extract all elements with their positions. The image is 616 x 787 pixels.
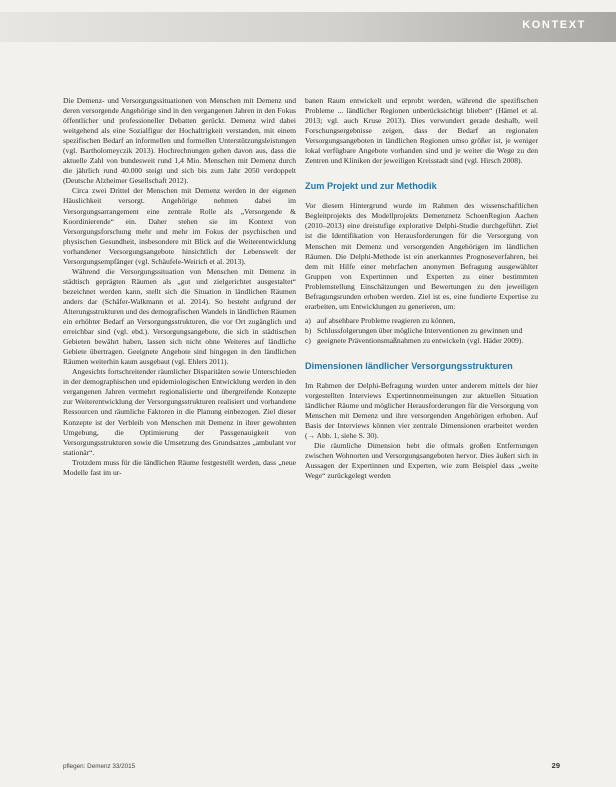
list-item-text: Schlussfolgerungen über mögliche Interventionen zu gewinnen und	[317, 325, 523, 335]
journal-footer: pflegen: Demenz 33/2015	[63, 763, 136, 770]
section-heading-dimensions: Dimensionen ländlicher Versorgungsstrukturen	[305, 360, 513, 371]
list-item-label: b)	[305, 325, 312, 335]
list-item-label: c)	[305, 335, 311, 345]
paragraph: Während die Versorgungssituation von Menschen mit Demenz in städtisch geprägten Räumen als „gut und zielgerichtet ausgestaltet“ bezeichnet werden kann, stellt sich die Situation in ländlichen Räumen anders dar (Schäfer-Walkmann et al. 2014). So besteht aufgrund der Alterungsstrukturen und des demografischen Wandels in ländlichen Räumen ein erhöhter Bedarf an Versorgungsstrukturen, die vor Ort zugänglich und erreichbar sind (vgl. ebd.). Versorgungsangebote, die sich in städtischen Gebieten bewährt haben, lassen sich nicht ohne Weiteres auf ländliche Gebiete übertragen. Geeignete Angebote sind hingegen in den ländlichen Räumen weiterhin kaum ausgebaut (vgl. Ehlers 2011).	[63, 266, 296, 367]
paragraph: Trotzdem muss für die ländlichen Räume festgestellt werden, dass „neue Modelle fast im ur-	[63, 457, 296, 477]
paragraph: Die räumliche Dimension hebt die oftmals großen Entfernungen zwischen Wohnorten und Versorgungsangeboten hervor. Dies äußert sich in Aussagen der Expertinnen und Experten, wie zum Beispiel dass „weite Wege“ zurückgelegt werden	[305, 441, 538, 481]
paragraph: banen Raum entwickelt und erprobt werden, während die spezifischen Probleme ... ländlicher Regionen unberücksichtigt blieben“ (Hämel et al. 2013; vgl. auch Kruse 2013). Dies verwundert gerade deshalb, weil Forschungsergebnisse zeigen, dass der Bedarf an regionalen Versorgungsangeboten in ländlichen Regionen umso größer ist, je weniger lokal verfügbare Angebote vorhanden sind und je weiter die Wege zu den Zentren und Kliniken der jeweiligen Kreisstadt sind (vgl. Hirsch 2008).	[305, 96, 538, 166]
paragraph: Circa zwei Drittel der Menschen mit Demenz werden in der eigenen Häuslichkeit versorgt. Angehörige nehmen dabei im Versorgungsarrangement eine zentrale Rolle als „Versorgende & Koordinierende“ ein. Daher stehen sie im Kontext von Versorgungsforschung mehr und mehr im Fokus der psychischen und physischen Gesundheit, insbesondere mit Blick auf die Weiterentwicklung vorhandener Versorgungsangebote hinsichtlich der Lebenswelt der Versorgungsempfänger (vgl. Schäufele-Weirich et al. 2013).	[63, 186, 296, 266]
left-column	[63, 96, 296, 478]
section-label: KONTEXT	[522, 19, 586, 31]
list-item	[305, 336, 538, 346]
paragraph: Vor diesem Hintergrund wurde im Rahmen des wissenschaftlichen Begleitprojekts des Modellprojekts Demenznetz SchoenRegion Aachen (2010–2013) eine dreistufige explorative Delphi-Studie durchgeführt. Ziel ist die Identifikation von Herausforderungen für die Versorgung von Menschen mit Demenz und versorgenden Angehörigen im ländlichen Räumen. Die Delphi-Methode ist ein anerkanntes Prognoseverfahren, bei dem mit Hilfe einer mehrfachen anonymen Befragung ausgewählter Gruppen von Expertinnen und Experten zu einer bestimmten Problemstellung Einschätzungen und Bewertungen zu den jeweiligen Befragungsrunden erhoben werden. Ziel ist es, eine fundierte Expertise zu erarbeiten, um Entwicklungen zu generieren, um:	[305, 201, 538, 311]
paragraph: Angesichts fortschreitender räumlicher Disparitäten sowie Unterschieden in der demographischen und epidemiologischen Entwicklung werden in den vergangenen Jahren vermehrt regionalisierte und übergreifende Konzepte zur Weiterentwicklung der Versorgungsstrukturen realisiert und vorhandene Ressourcen und räumliche Faktoren in die Planung einbezogen. Ziel dieser Konzepte ist der Verbleib von Menschen mit Demenz in ihrer gewohnten Umgebung, die Optimierung der Passgenauigkeit von Versorgungsstrukturen sowie die Umsetzung des Grundsatzes „ambulant vor stationär“.	[63, 367, 296, 457]
page-number: 29	[551, 761, 560, 770]
right-column	[305, 96, 538, 481]
goals-list	[305, 316, 538, 346]
list-item	[305, 326, 538, 336]
paragraph: Die Demenz- und Versorgungssituationen von Menschen mit Demenz und deren versorgende Angehörige sind in den vergangenen Jahren in den Fokus öffentlicher und professioneller Debatten gerückt. Demenz wird dabei weitgehend als eine Sozialfigur der Hochaltrigkeit verstanden, mit einem spezifischen Bedarf an informellen und formellen Unterstützungsleistungen (vgl. Bartholomeyczik 2013). Hochrechnungen gehen davon aus, dass die aktuelle Zahl von bundesweit rund 1,4 Mio. Menschen mit Demenz durch die jährlich rund 40.000 steigt und sich bis zum Jahr 2050 verdoppelt (Deutsche Alzheimer Gesellschaft 2012).	[63, 96, 296, 186]
list-item-text: geeignete Präventionsmaßnahmen zu entwickeln (vgl. Häder 2009).	[317, 335, 524, 345]
list-item-text: auf absehbare Probleme reagieren zu können,	[317, 315, 456, 325]
paragraph: Im Rahmen der Delphi-Befragung wurden unter anderem mittels der hier vorgestellten Interviews Expertinnenmeinungen zur aktuellen Situation ländlicher Räume und möglicher Herausforderungen für die Versorgung von Menschen mit Demenz und ihre versorgenden Angehörigen erhoben. Auf Basis der Interviews können vier zentrale Dimensionen erarbeitet werden (→ Abb. 1, siehe S. 30).	[305, 380, 538, 441]
list-item-label: a)	[305, 315, 311, 325]
section-heading-method: Zum Projekt und zur Methodik	[305, 181, 437, 192]
list-item	[305, 316, 538, 326]
